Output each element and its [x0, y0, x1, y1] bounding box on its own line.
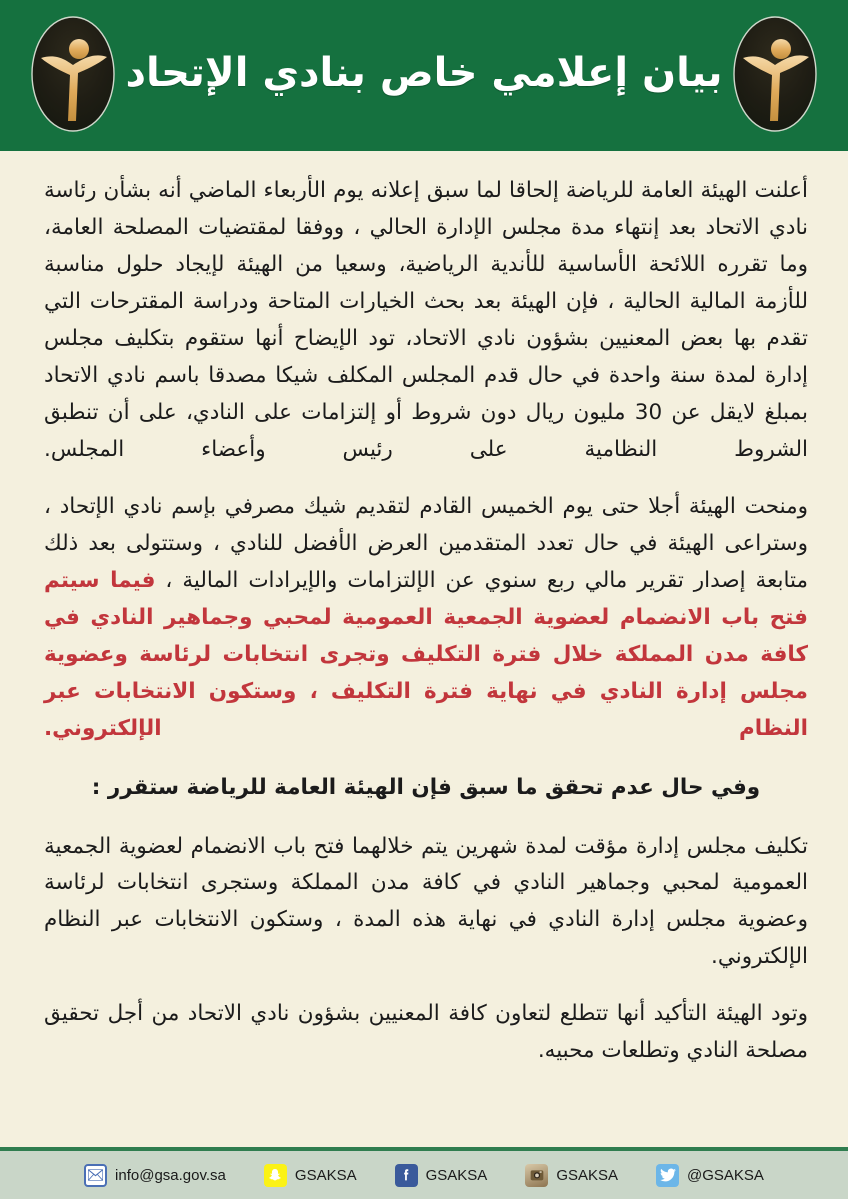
social-snapchat[interactable] [264, 1164, 357, 1187]
facebook-icon [395, 1164, 418, 1187]
paragraph-2-black: ومنحت الهيئة أجلا حتى يوم الخميس القادم لتقديم شيك مصرفي بإسم نادي الإتحاد ، وستراعى الهيئة في حال تعدد المتقدمين العرض الأفضل للنادي ، وستتولى بعد ذلك متابعة إصدار تقرير مالي ربع سنوي عن الإلتزامات والإيرادات المالية ، [44, 493, 808, 593]
social-facebook-label: GSAKSA [425, 1166, 488, 1184]
social-instagram[interactable] [525, 1164, 618, 1187]
page-title: بيان إعلامي خاص بنادي الإتحاد [125, 49, 723, 96]
statement-body [0, 151, 848, 1147]
paragraph-2 [44, 489, 808, 748]
header-banner [0, 0, 848, 151]
social-snapchat-label: GSAKSA [294, 1166, 357, 1184]
gsa-logo-left [27, 13, 119, 135]
conditional-heading: وفي حال عدم تحقق ما سبق فإن الهيئة العامة للرياضة ستقرر : [91, 774, 761, 800]
social-email[interactable] [84, 1164, 226, 1187]
gsa-logo-right [729, 13, 821, 135]
instagram-icon [525, 1164, 548, 1187]
paragraph-3: تكليف مجلس إدارة مؤقت لمدة شهرين يتم خلالهما فتح باب الانضمام لعضوية الجمعية العمومية لمحبي وجماهير النادي في كافة مدن المملكة وستجرى انتخابات لرئاسة وعضوية مجلس إدارة النادي في نهاية هذه المدة ، وستكون الانتخابات عبر النظام الإلكتروني. [44, 833, 808, 970]
social-instagram-label: GSAKSA [556, 1166, 619, 1184]
twitter-icon [656, 1164, 679, 1187]
snapchat-icon [264, 1164, 287, 1187]
paragraph-4: وتود الهيئة التأكيد أنها تتطلع لتعاون كافة المعنيين بشؤون نادي الاتحاد من أجل تحقيق مصلحة النادي وتطلعات محبيه. [44, 1001, 808, 1064]
social-footer [0, 1151, 848, 1199]
social-facebook[interactable] [395, 1164, 488, 1187]
paragraph-2-red: فيما سيتم فتح باب الانضمام لعضوية الجمعية العمومية لمحبي وجماهير النادي في كافة مدن المملكة خلال فترة التكليف وتجرى انتخابات لرئاسة وعضوية مجلس إدارة النادي في نهاية فترة التكليف ، وستكون الانتخابات عبر النظام الإلكتروني. [44, 567, 808, 741]
paragraph-1: أعلنت الهيئة العامة للرياضة إلحاقا لما سبق إعلانه يوم الأربعاء الماضي أنه بشأن رئاسة نادي الاتحاد بعد إنتهاء مدة مجلس الإدارة الحالي ، ووفقا لمقتضيات المصلحة العامة، وما تقرره اللائحة الأساسية للأندية الرياضية، وسعيا من الهيئة لإيجاد حلول مناسبة للأزمة المالية الحالية ، فإن الهيئة بعد بحث الخيارات المتاحة ودراسة المقترحات التي تقدم بها بعض المعنيين بشؤون نادي الاتحاد، تود الإيضاح أنها ستقوم بتكليف مجلس إدارة لمدة سنة واحدة في حال قدم المجلس المكلف شيكا مصدقا باسم نادي الاتحاد بمبلغ لايقل عن 30 مليون ريال دون شروط أو إلتزامات على النادي، على أن تنطبق الشروط النظامية على رئيس وأعضاء المجلس. [44, 178, 808, 462]
social-twitter[interactable] [656, 1164, 764, 1187]
social-twitter-label: @GSAKSA [687, 1166, 764, 1184]
social-email-label: info@gsa.gov.sa [115, 1166, 226, 1184]
email-icon [84, 1164, 107, 1187]
